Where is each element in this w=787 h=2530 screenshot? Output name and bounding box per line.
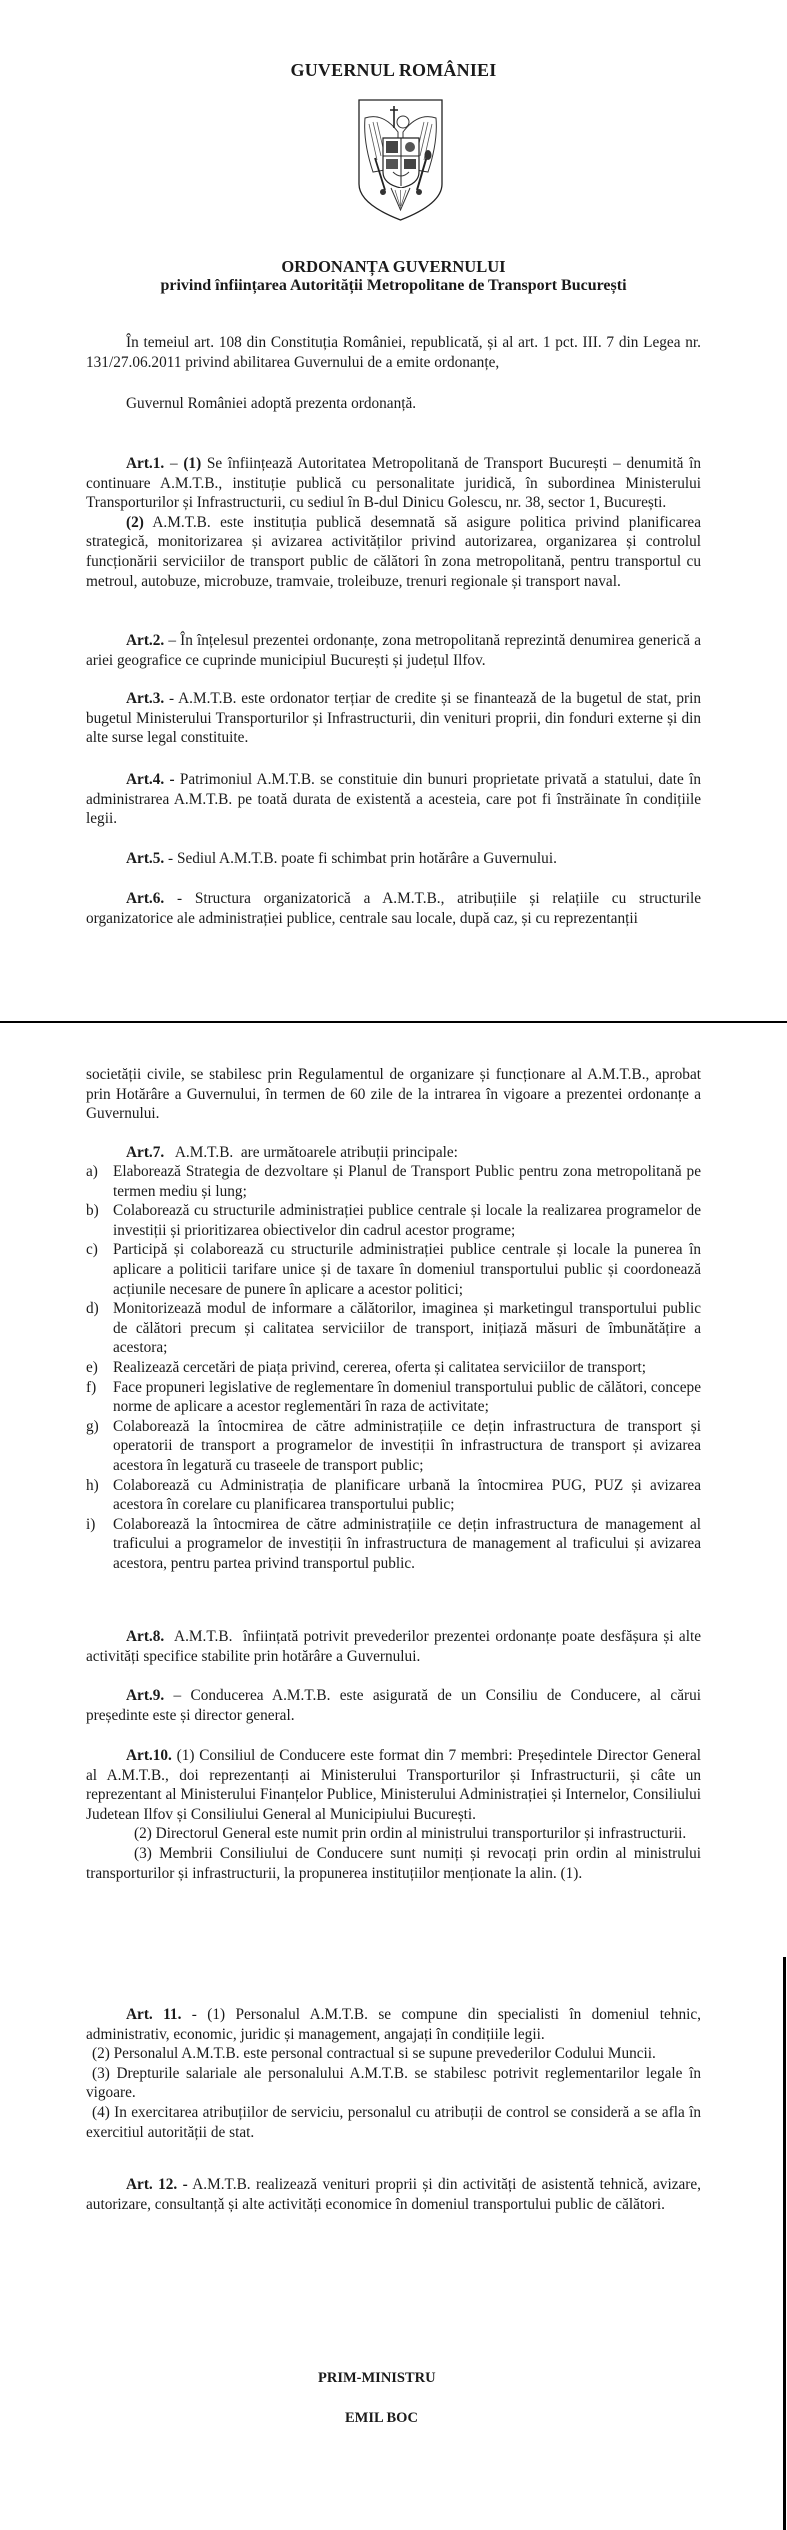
- article-11-label: Art. 11.: [126, 2006, 182, 2023]
- list-item-text: Elaborează Strategia de dezvoltare și Planul de Transport Public pentru zona metropolitană pe termen mediu și lung;: [113, 1163, 701, 1200]
- article-12: [86, 2175, 701, 2214]
- document-title: ORDONANȚA GUVERNULUI: [281, 257, 506, 276]
- article-3-label: Art.3.: [126, 690, 165, 707]
- list-marker: g): [86, 1417, 99, 1435]
- list-item: [86, 1162, 701, 1201]
- signature-name: EMIL BOC: [345, 2410, 418, 2426]
- list-item: [86, 1417, 701, 1476]
- preamble-adoption: [86, 394, 701, 414]
- list-item-text: Monitorizează modul de informare a călătorilor, imaginea și marketingul transportului public de călători precum și calitatea serviciilor de transport, inițiază măsuri de îmbunătățire a acestora;: [113, 1300, 701, 1357]
- article-1-para2-text: A.M.T.B. este instituția publică desemnată să asigure politica privind planificarea strategică, monitorizarea și avizarea activităților privind autorizarea, organizarea și controlul funcționării serviciilor de transport public de călători în zona metropolitană, pentru transportul cu metroul, autobuze, microbuze, tramvaie, troleibuze, trenuri regionale și transport naval.: [86, 513, 701, 590]
- romanian-coat-of-arms-icon: [353, 92, 448, 222]
- article-8: [86, 1627, 705, 1666]
- article-1-label: Art.1.: [126, 455, 165, 472]
- article-5-label: Art.5.: [126, 850, 165, 867]
- list-item-text: Colaborează la întocmirea de către administrațiile ce dețin infrastructura de transport și operatorii de transport a programelor de investiții în infrastructura de transport și avizarea acestora în legatură cu traseele de transport public;: [113, 1417, 701, 1474]
- article-9-text: – Conducerea A.M.T.B. este asigurată de un Consiliu de Conducere, al cărui președinte este și director general.: [86, 1687, 701, 1724]
- list-item: [86, 1476, 701, 1515]
- preamble-legal-basis: [86, 333, 701, 372]
- article-6: [86, 889, 701, 928]
- article-5-text: - Sediul A.M.T.B. poate fi schimbat prin hotărâre a Guvernului.: [164, 850, 557, 867]
- article-10: [86, 1746, 701, 1883]
- article-12-label: Art. 12. -: [126, 2176, 188, 2193]
- article-6-continuation: societății civile, se stabilesc prin Regulamentul de organizare și funcționare al A.M.T.B., aprobat prin Hotărâre a Guvernului, în termen de 60 zile de la intrarea în vigoare a prezentei ordonanțe a Guvernului.: [86, 1066, 701, 1123]
- article-9: [86, 1686, 701, 1725]
- list-item-text: Face propuneri legislative de reglementare în domeniul transportului public de călători, concepe norme de aplicare a acestor reglementări în raza de activitate;: [113, 1378, 701, 1416]
- preamble-text: În temeiul art. 108 din Constituția României, republicată, și al art. 1 pct. III. 7 din Legea nr. 131/27.06.2011 privind abilitarea Guvernului de a emite ordonanțe,: [86, 334, 701, 371]
- article-4: [86, 770, 701, 829]
- page-break-line: [0, 1021, 787, 1023]
- list-item: [86, 1240, 701, 1299]
- article-11-para2: (2) Personalul A.M.T.B. este personal contractual si se supune prevederilor Codului Muncii.: [92, 2045, 656, 2063]
- article-6-text-page1: - Structura organizatorică a A.M.T.B., atribuțiile și relațiile cu structurile organizatorice ale administrației publice, centrale sau locale, după caz, și cu reprezentanții: [86, 890, 701, 927]
- article-1-dash: –: [164, 455, 184, 472]
- list-item-text: Colaborează la întocmirea de către administrațiile ce dețin infrastructura de management al traficului a programelor de investiții în infrastructura de management al traficului și avizarea acestora, pentru partea privind transportul public.: [113, 1515, 701, 1572]
- list-item: [86, 1201, 701, 1240]
- article-8-text: A.M.T.B. înființată potrivit prevederilor prezentei ordonanțe poate desfășura și alte activități specifice stabilite prin hotărâre a Guvernului.: [86, 1628, 705, 1665]
- list-item-text: Colaborează cu structurile administrației publice centrale și locale la realizarea programelor de investiții și prioritizarea obiectivelor din cadrul acestor programe;: [113, 1202, 701, 1239]
- list-item-text: Participă și colaborează cu structurile administrației publice centrale și locale la punerea în aplicare a politicii tarifare unice și de taxare în domeniul transportului public și coordonează acțiunile necesare de punere în aplicare a acestor politici;: [113, 1241, 701, 1298]
- article-9-label: Art.9.: [126, 1687, 165, 1704]
- article-7-list: [86, 1162, 701, 1573]
- article-11-para3: (3) Drepturile salariale ale personalului A.M.T.B. se stabilesc potrivit reglementarilor legale în vigoare.: [86, 2064, 701, 2102]
- list-marker: b): [86, 1202, 99, 1220]
- article-12-text: A.M.T.B. realizează venituri proprii și din activități de asistentǎ tehnicǎ, avizare, autorizare, consultanțǎ și alte activități economice în domeniul transportului public de călători.: [86, 2176, 701, 2213]
- article-10-para2: (2) Directorul General este numit prin ordin al ministrului transporturilor și infrastructurii.: [134, 1825, 687, 1843]
- list-item: [86, 1358, 701, 1378]
- article-1: [86, 454, 701, 591]
- list-item: [86, 1299, 701, 1358]
- list-marker: f): [86, 1378, 97, 1396]
- document-subtitle: privind înființarea Autorității Metropolitane de Transport București: [160, 277, 627, 294]
- list-marker: a): [86, 1163, 98, 1180]
- list-item: [86, 1515, 701, 1574]
- list-item-text: Realizează cercetări de piața privind, cererea, oferta și calitatea serviciilor de transport;: [113, 1358, 646, 1376]
- preamble-adoption-text: Guvernul României adoptă prezenta ordonanță.: [126, 395, 417, 412]
- article-1-para1-text: Se înființează Autoritatea Metropolitană de Transport București – denumită în continuare A.M.T.B., instituție publică cu personalitate juridică, în subordinea Ministerului Transporturilor și Infrastructurii, cu sediul în B-dul Dinicu Golescu, nr. 38, sector 1, București.: [86, 455, 701, 512]
- article-6-label: Art.6.: [126, 890, 165, 907]
- list-marker: h): [86, 1476, 99, 1494]
- article-5: [86, 849, 701, 869]
- list-marker: i): [86, 1515, 96, 1533]
- article-8-label: Art.8.: [126, 1628, 165, 1645]
- article-1-para2-number: (2): [126, 513, 144, 531]
- article-11: [86, 2005, 701, 2142]
- list-item: [86, 1378, 701, 1417]
- article-7-intro: [86, 1143, 701, 1163]
- article-4-text: Patrimoniul A.M.T.B. se constituie din bunuri proprietate privată a statului, date în administrarea A.M.T.B. pe toată durata de existentǎ a acesteia, care pot fi înstrăinate în condițiile legii.: [86, 771, 701, 828]
- article-3-text: - A.M.T.B. este ordonator terțiar de credite și se finanteazǎ de la bugetul de stat, prin bugetul Ministerului Transporturilor și Infrastructurii, din venituri proprii, din fonduri externe și din alte surse legal constituite.: [86, 690, 701, 747]
- list-marker: e): [86, 1358, 98, 1376]
- government-heading: GUVERNUL ROMÂNIEI: [290, 60, 497, 80]
- article-2-text: – În înțelesul prezentei ordonanțe, zona metropolitană reprezintă denumirea generică a ariei geografice ce cuprinde municipiul București și județul Ilfov.: [86, 632, 701, 669]
- article-2: [86, 631, 701, 670]
- article-10-para1: (1) Consiliul de Conducere este format din 7 membri: Președintele Director General al A.M.T.B., doi reprezentanți ai Ministerului Transporturilor și Infrastructurii, și câte un reprezentant al Ministerului Finanțelor Publice, Ministerului Administrației și Internelor, Consiliului Judetean Ilfov și Consiliului General al Municipiului București.: [86, 1747, 701, 1823]
- article-4-label: Art.4. -: [126, 771, 175, 788]
- signature-role: PRIM-MINISTRU: [318, 2370, 436, 2386]
- article-10-para3: (3) Membrii Consiliului de Conducere sunt numiți și revocați prin ordin al ministrului transporturilor și infrastructurii, la propunerea instituțiilor menționate la alin. (1).: [86, 1844, 701, 1882]
- article-1-para1-number: (1): [183, 455, 202, 472]
- article-11-para1: - (1) Personalul A.M.T.B. se compune din specialisti în domeniul tehnic, administrativ, economic, juridic și management, angajați în condițiile legii.: [86, 2006, 701, 2043]
- article-3: [86, 689, 701, 748]
- article-7-label: Art.7.: [126, 1144, 165, 1161]
- page-edge-line: [783, 1957, 786, 2530]
- list-marker: d): [86, 1300, 99, 1318]
- article-10-label: Art.10.: [126, 1747, 172, 1764]
- list-item-text: Colaborează cu Administrația de planificare urbană la întocmirea PUG, PUZ și avizarea acestora în corelare cu planificarea transportului public;: [113, 1476, 701, 1514]
- list-marker: c): [86, 1241, 98, 1259]
- article-11-para4: (4) In exercitarea atribuțiilor de serviciu, personalul cu atribuții de control se consideră a se afla în exercitiul autorității de stat.: [86, 2103, 701, 2141]
- article-2-label: Art.2.: [126, 632, 165, 649]
- article-7-intro-text: A.M.T.B. are următoarele atribuții principale:: [164, 1144, 458, 1161]
